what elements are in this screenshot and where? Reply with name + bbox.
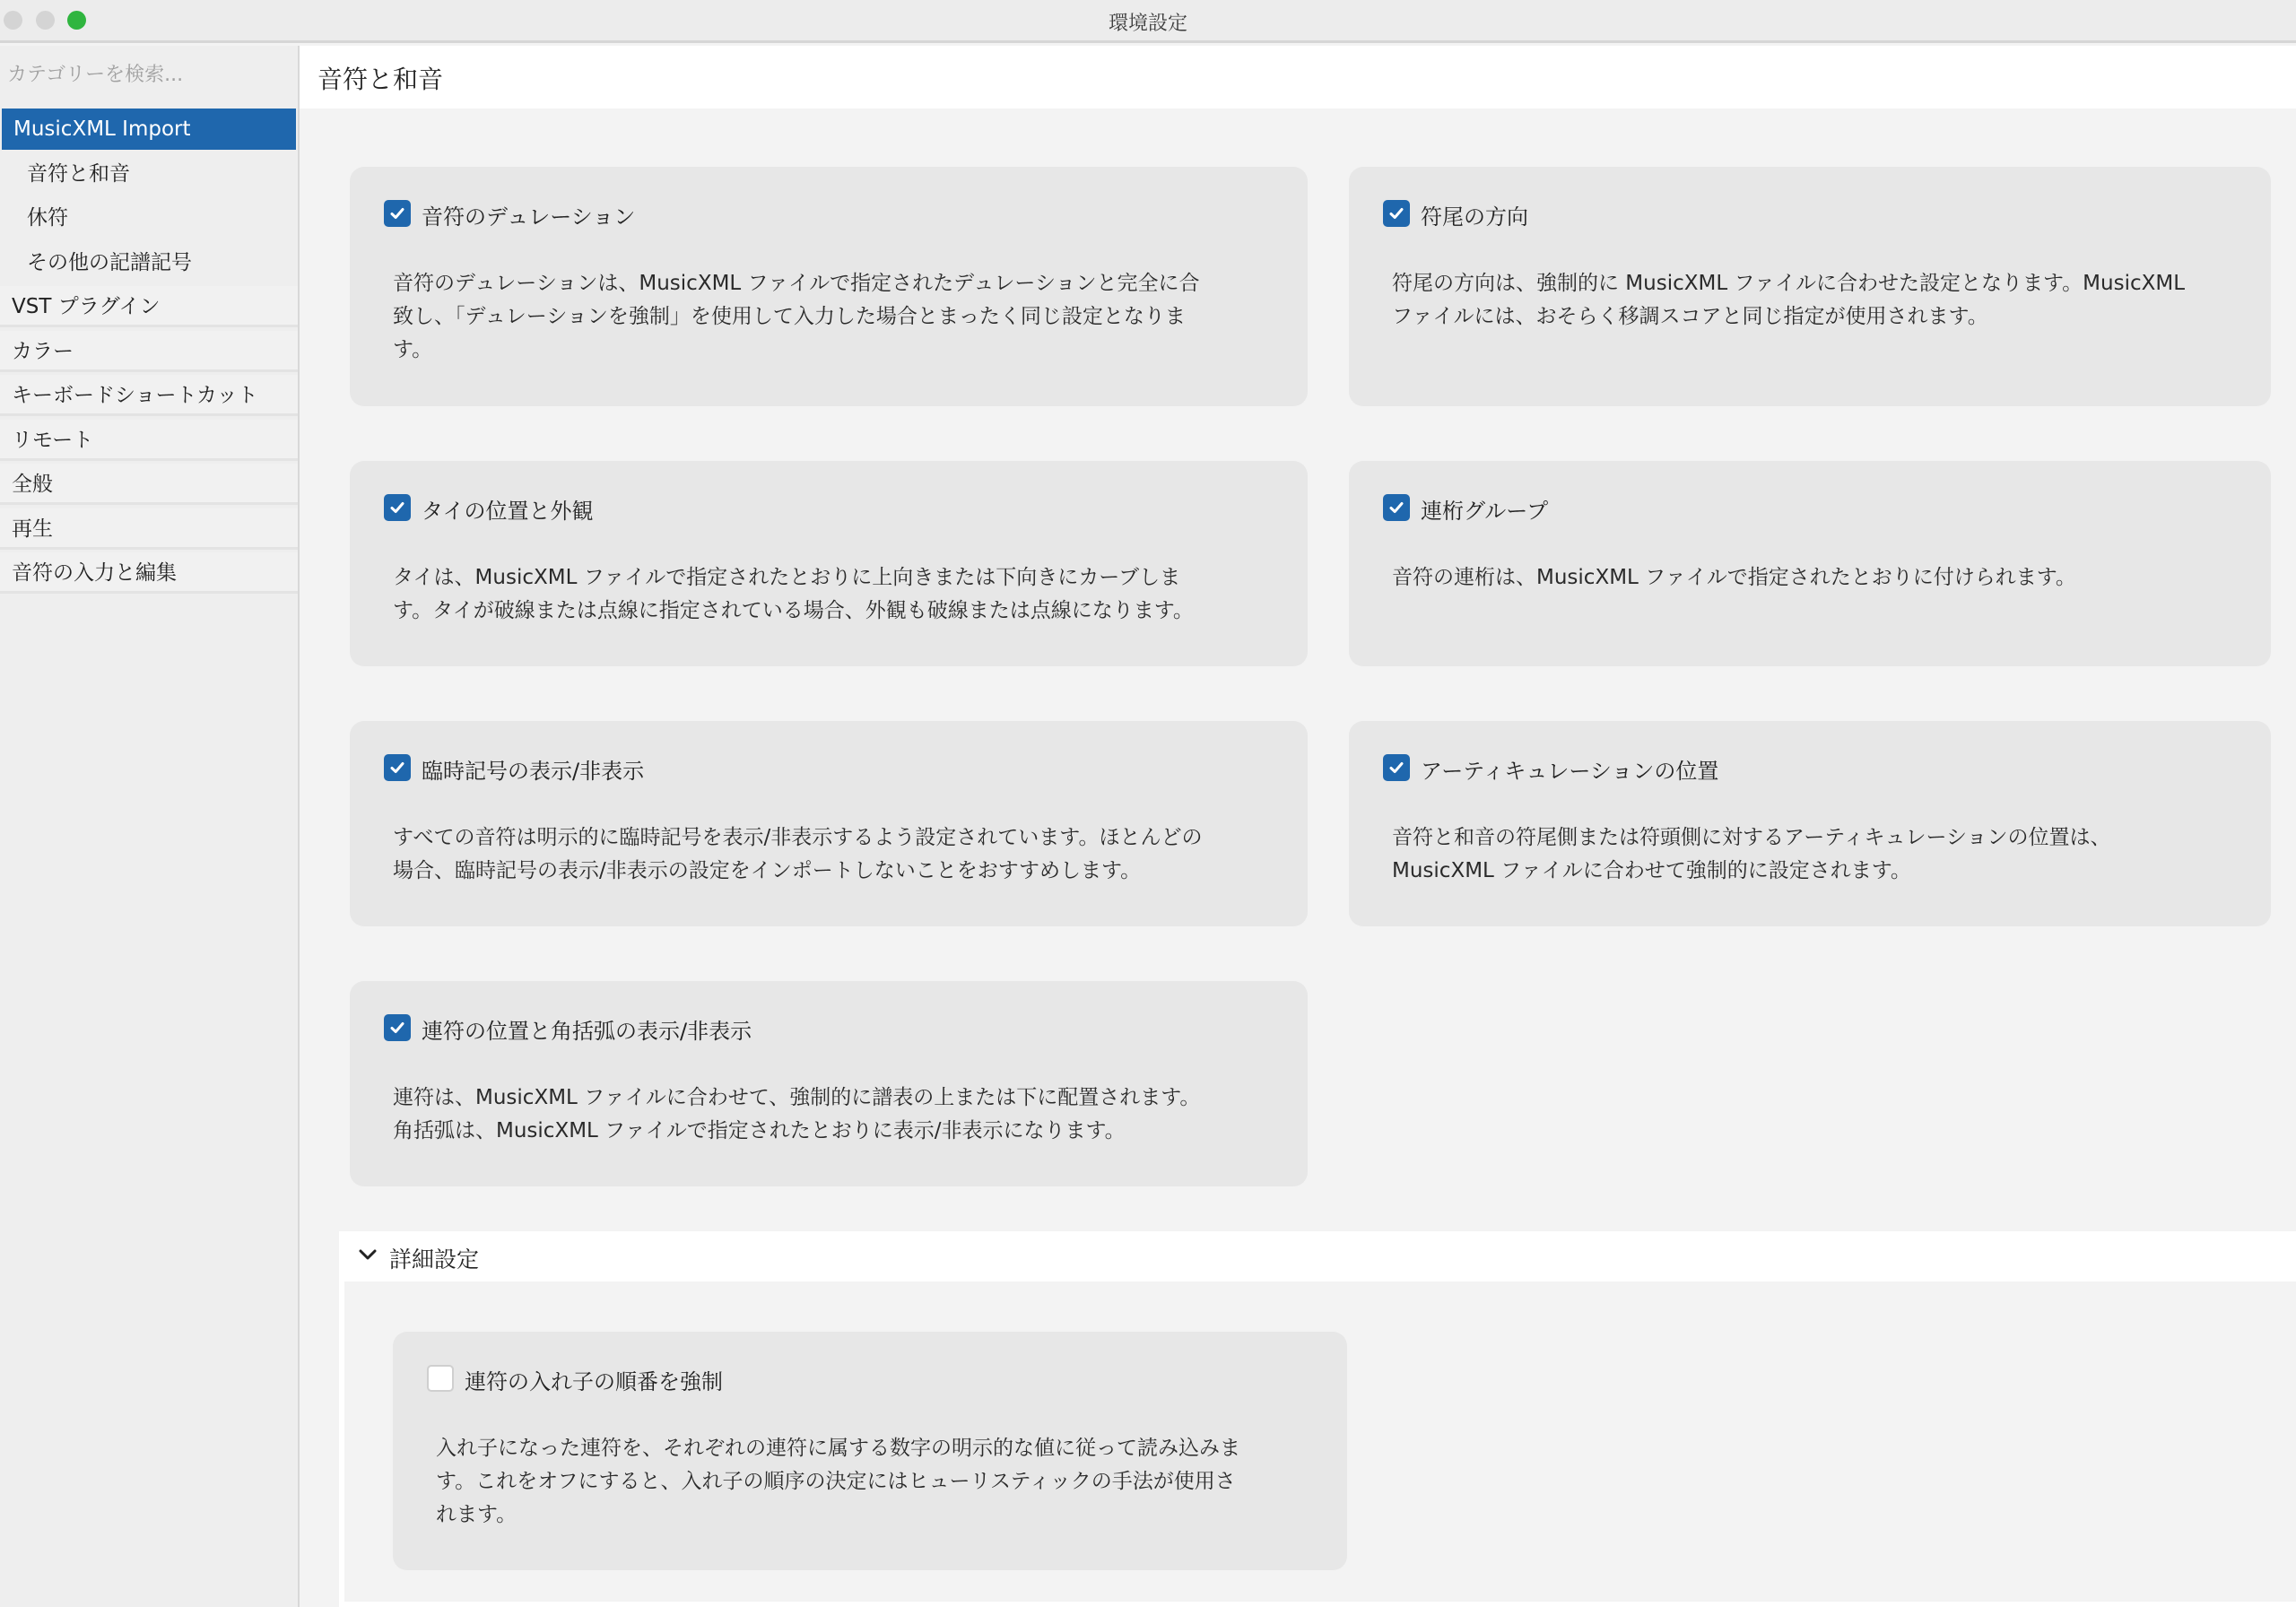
- advanced-settings-panel: [339, 1281, 2296, 1607]
- checkmark-icon: [388, 759, 406, 777]
- checkmark-icon: [1387, 204, 1405, 222]
- option-description: 音符と和音の符尾側または符頭側に対するアーティキュレーションの位置は、 MusicXML ファイルに合わせて強制的に設定されます。: [1392, 826, 2111, 882]
- sidebar-item-vst-plugins[interactable]: VST プラグイン: [0, 286, 298, 327]
- option-title: タイの位置と外観: [422, 499, 594, 524]
- option-card-tuplet-nesting-order: [393, 1332, 1347, 1570]
- option-description: 符尾の方向は、強制的に MusicXML ファイルに合わせた設定となります。MusicXML ファイルには、おそらく移調スコアと同じ指定が使用されます。: [1392, 272, 2186, 328]
- option-card-accidental-visibility: [350, 721, 1308, 926]
- window-title: 環境設定: [1108, 13, 1187, 35]
- option-title: 符尾の方向: [1421, 204, 1528, 230]
- checkmark-icon: [1387, 499, 1405, 517]
- option-card-tuplet-position: [350, 981, 1308, 1186]
- option-card-articulation-position: [1349, 721, 2271, 926]
- option-title: 連符の位置と角括弧の表示/非表示: [422, 1019, 752, 1044]
- sidebar-item-general[interactable]: 全般: [0, 464, 298, 505]
- option-description: 連符は、MusicXML ファイルに合わせて、強制的に譜表の上または下に配置されます。 角括弧は、MusicXML ファイルで指定されたとおりに表示/非表示になります。: [393, 1086, 1201, 1142]
- tuplet-nesting-order-checkbox[interactable]: [427, 1365, 454, 1392]
- option-description: 入れ子になった連符を、それぞれの連符に属する数字の明示的な値に従って読み込みま す。これをオフにすると、入れ子の順序の決定にはヒューリスティックの手法が使用さ れます。: [436, 1437, 1240, 1526]
- sidebar-item-remote[interactable]: リモート: [0, 420, 298, 461]
- sidebar-item-rests[interactable]: 休符: [27, 206, 68, 230]
- sidebar-item-color[interactable]: カラー: [0, 331, 298, 372]
- option-card-stem-direction: [1349, 167, 2271, 406]
- option-title: 音符のデュレーション: [422, 204, 636, 230]
- option-card-beam-grouping: [1349, 461, 2271, 666]
- sidebar-item-playback[interactable]: 再生: [0, 508, 298, 550]
- option-description: すべての音符は明示的に臨時記号を表示/非表示するよう設定されています。ほとんどの 場合、臨時記号の表示/非表示の設定をインポートしないことをおすすめします。: [393, 826, 1203, 882]
- chevron-down-icon: [357, 1244, 378, 1265]
- option-title: 連符の入れ子の順番を強制: [465, 1369, 723, 1394]
- tuplet-position-checkbox[interactable]: [384, 1014, 411, 1041]
- articulation-position-checkbox[interactable]: [1383, 754, 1410, 781]
- sidebar: [0, 46, 300, 1607]
- option-description: タイは、MusicXML ファイルで指定されたとおりに上向きまたは下向きにカーブしま す。タイが破線または点線に指定されている場合、外観も破線または点線になります。: [393, 566, 1194, 622]
- checkmark-icon: [388, 204, 406, 222]
- title-bar: [0, 0, 2296, 43]
- option-description: 音符のデュレーションは、MusicXML ファイルで指定されたデュレーションと完全に合 致し、「デュレーションを強制」を使用して入力した場合とまったく同じ設定となりま す。: [393, 272, 1200, 361]
- category-search-input[interactable]: [7, 58, 285, 91]
- category-search: [0, 46, 298, 103]
- sidebar-item-note-input-editing[interactable]: 音符の入力と編集: [0, 552, 298, 594]
- page-title: 音符と和音: [317, 65, 444, 94]
- beam-grouping-checkbox[interactable]: [1383, 494, 1410, 521]
- sidebar-item-notes-chords[interactable]: 音符と和音: [27, 162, 130, 186]
- option-card-note-duration: [350, 167, 1308, 406]
- page-header: [300, 46, 2296, 109]
- checkmark-icon: [388, 1019, 406, 1037]
- option-description: 音符の連桁は、MusicXML ファイルで指定されたとおりに付けられます。: [1392, 566, 2076, 589]
- sidebar-item-keyboard-shortcuts[interactable]: キーボードショートカット: [0, 375, 298, 416]
- option-title: アーティキュレーションの位置: [1421, 759, 1719, 784]
- option-title: 連桁グループ: [1421, 499, 1549, 524]
- accidental-visibility-checkbox[interactable]: [384, 754, 411, 781]
- checkmark-icon: [1387, 759, 1405, 777]
- sidebar-item-musicxml-import[interactable]: MusicXML Import: [2, 109, 296, 150]
- tie-position-checkbox[interactable]: [384, 494, 411, 521]
- stem-direction-checkbox[interactable]: [1383, 200, 1410, 227]
- advanced-settings-label: 詳細設定: [389, 1247, 480, 1273]
- option-card-tie-position: [350, 461, 1308, 666]
- advanced-settings-toggle[interactable]: [339, 1231, 2296, 1281]
- checkmark-icon: [388, 499, 406, 517]
- option-title: 臨時記号の表示/非表示: [422, 759, 645, 784]
- note-duration-checkbox[interactable]: [384, 200, 411, 227]
- sidebar-item-other-notations[interactable]: その他の記譜記号: [27, 251, 192, 274]
